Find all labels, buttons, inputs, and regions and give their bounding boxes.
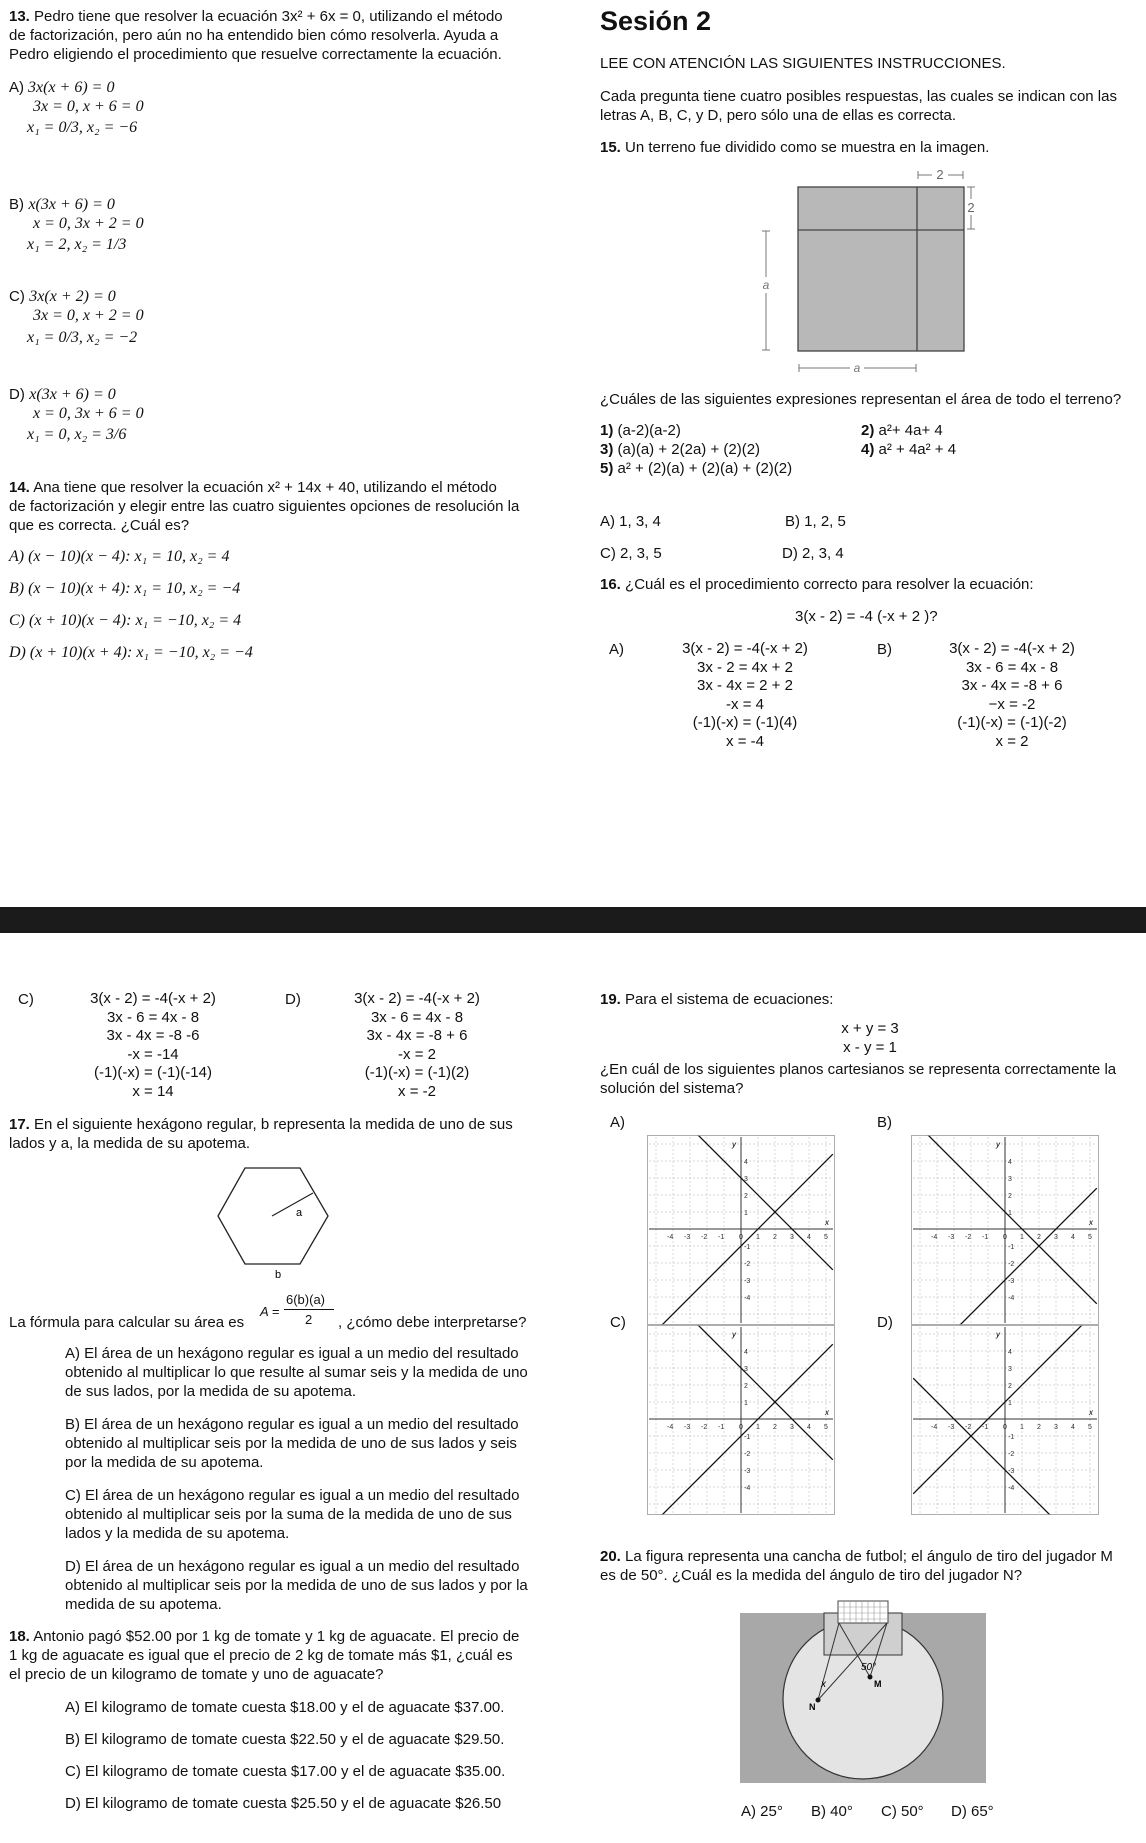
y-tick-label: 1 (744, 1400, 748, 1407)
x-tick-label: -4 (931, 1234, 938, 1241)
expr-text: a² + (2)(a) + (2)(a) + (2)(2) (617, 460, 793, 477)
y-tick-label: -3 (1008, 1468, 1015, 1475)
y-tick-label: 1 (1008, 1210, 1012, 1217)
step: (-1)(-x) = (-1)(4) (692, 714, 798, 731)
q15-expr-4 (861, 440, 956, 459)
q17-formula-prefix: La fórmula para calcular su área es (9, 1314, 245, 1331)
y-tick-label: 2 (1008, 1193, 1012, 1200)
step: 3x - 6 = 4x - 8 (370, 1008, 464, 1026)
x-axis-label: x (825, 1408, 829, 1417)
q13c-line2: 3x = 0, x + 2 = 0 (33, 307, 144, 324)
q20-answer-b: B) 40° (811, 1803, 853, 1820)
q20-number: 20. (600, 1548, 621, 1565)
y-tick-label: -3 (1008, 1278, 1015, 1285)
apothem-label: a (296, 1207, 303, 1219)
dim-left-label: a (762, 278, 770, 292)
q16-c-label: C) (18, 991, 34, 1008)
q15-expr-3 (600, 440, 760, 459)
step: 3x - 2 = 4x + 2 (697, 658, 793, 676)
y-tick-label: 1 (744, 1210, 748, 1217)
y-tick-label: 4 (744, 1159, 748, 1166)
x-tick-label: 2 (1037, 1424, 1041, 1431)
y-tick-label: 2 (1008, 1383, 1012, 1390)
y-tick-label: -4 (744, 1295, 751, 1302)
q20-line: La figura representa una cancha de futbol; el ángulo de tiro del jugador M (625, 1548, 1113, 1565)
q15-expr-1 (600, 421, 681, 440)
instructions-heading: LEE CON ATENCIÓN LAS SIGUIENTES INSTRUCCIONES. (600, 55, 1006, 72)
step: -x = 2 (398, 1045, 436, 1063)
x-tick-label: 0 (739, 1424, 743, 1431)
step: 3x - 4x = -8 + 6 (366, 1027, 468, 1044)
step: 3(x - 2) = -4(-x + 2) (90, 990, 216, 1007)
x-tick-label: 1 (756, 1234, 760, 1241)
dim-bottom-label: a (853, 361, 861, 375)
y-tick-label: -2 (1008, 1261, 1015, 1268)
x-tick-label: -4 (667, 1424, 674, 1431)
option-label: C) (9, 288, 25, 305)
q19-question-line: solución del sistema? (600, 1080, 744, 1097)
q18-intro-line: 1 kg de aguacate es igual que el precio de 2 kg de tomate más $1, ¿cuál es (9, 1647, 513, 1664)
q16-option-c (68, 990, 238, 1101)
option-line: de sus lados, por la medida de su apotema. (65, 1383, 357, 1400)
q14-number: 14. (9, 479, 30, 496)
q20-answer-d: D) 65° (951, 1803, 994, 1820)
q16-d-label: D) (285, 991, 301, 1008)
step: x = 14 (132, 1082, 174, 1100)
q13d-line1: x(3x + 6) = 0 (29, 386, 116, 403)
x-tick-label: 4 (807, 1424, 811, 1431)
y-tick-label: -1 (1008, 1244, 1015, 1251)
expr-text: a²+ 4a+ 4 (878, 422, 943, 439)
step: x = -2 (398, 1082, 436, 1100)
q15-question: ¿Cuáles de las siguientes expresiones representan el área de todo el terreno? (600, 391, 1122, 408)
q14-intro (9, 478, 569, 535)
dim-top-label: 2 (936, 167, 944, 182)
q17-option-b (65, 1415, 519, 1472)
expr-number: 2) (861, 422, 875, 439)
q13-option-d (9, 386, 144, 446)
q16-number: 16. (600, 576, 621, 593)
q15-answer-b: B) 1, 2, 5 (785, 513, 846, 530)
n-label: N (809, 1702, 816, 1712)
x-tick-label: -2 (965, 1424, 972, 1431)
x-tick-label: 1 (756, 1424, 760, 1431)
q14-intro-line: que es correcta. ¿Cuál es? (9, 517, 190, 534)
option-label: B) (9, 196, 24, 213)
y-axis-label: y (996, 1140, 1000, 1149)
q13b-line3: x₁ = 2, x₂ = 1/3 (27, 236, 127, 253)
dim-right-label: 2 (967, 200, 975, 215)
y-axis-label: y (996, 1330, 1000, 1339)
x-tick-label: -4 (667, 1234, 674, 1241)
land-square (798, 187, 964, 351)
x-tick-label: -4 (931, 1424, 938, 1431)
step: (-1)(-x) = (-1)(2) (364, 1064, 470, 1081)
y-tick-label: 2 (744, 1383, 748, 1390)
option-line: medida de su apotema. (65, 1596, 222, 1613)
step: x = -4 (726, 732, 764, 750)
expr-number: 4) (861, 441, 875, 458)
q14-option-d: D) (x + 10)(x + 4): x₁ = −10, x₂ = −4 (9, 644, 253, 661)
expr-text: (a)(a) + 2(2a) + (2)(2) (617, 441, 761, 458)
q16-text (600, 575, 1034, 594)
graph-a (647, 1135, 835, 1325)
y-tick-label: 1 (1008, 1400, 1012, 1407)
y-tick-label: 3 (744, 1176, 748, 1183)
q13a-line1: 3x(x + 6) = 0 (28, 79, 115, 96)
y-tick-label: -2 (1008, 1451, 1015, 1458)
q13d-line2: x = 0, 3x + 6 = 0 (33, 405, 144, 422)
q15-text (600, 138, 989, 157)
x-tick-label: 4 (807, 1234, 811, 1241)
step: 3x - 6 = 4x - 8 (106, 1008, 200, 1026)
x-tick-label: -3 (948, 1424, 955, 1431)
q15-answer-c: C) 2, 3, 5 (600, 545, 662, 562)
y-tick-label: 2 (744, 1193, 748, 1200)
q13b-line1: x(3x + 6) = 0 (28, 196, 115, 213)
option-line: por la medida de su apotema. (65, 1454, 264, 1471)
x-tick-label: 3 (790, 1234, 794, 1241)
q13-intro-line: de factorización, pero aún no ha entendido bien cómo resolverla. Ayuda a (9, 27, 499, 44)
q17-option-d (65, 1557, 528, 1614)
q13b-line2: x = 0, 3x + 2 = 0 (33, 215, 144, 232)
step: −x = -2 (988, 695, 1036, 713)
x-tick-label: -3 (684, 1234, 691, 1241)
graph-c-label: C) (610, 1314, 626, 1331)
graph-c (647, 1325, 835, 1515)
q13-option-a (9, 78, 144, 140)
y-tick-label: 3 (744, 1366, 748, 1373)
y-tick-label: -2 (744, 1261, 751, 1268)
x-tick-label: 5 (824, 1234, 828, 1241)
x-tick-label: 5 (824, 1424, 828, 1431)
q16-statement: ¿Cuál es el procedimiento correcto para resolver la ecuación: (625, 576, 1034, 593)
q14-intro-line: de factorización y elegir entre las cuatro siguientes opciones de resolución la (9, 498, 520, 515)
q20-answer-a: A) 25° (741, 1803, 783, 1820)
x-tick-label: 2 (773, 1234, 777, 1241)
q19-text (600, 990, 833, 1009)
q18-option-a: A) El kilogramo de tomate cuesta $18.00 y el de aguacate $37.00. (65, 1699, 505, 1716)
q19-question-line: ¿En cuál de los siguientes planos cartesianos se representa correctamente la (600, 1061, 1117, 1078)
q13a-line2: 3x = 0, x + 6 = 0 (33, 98, 144, 115)
y-tick-label: -3 (744, 1468, 751, 1475)
option-line: obtenido al multiplicar seis por la medida de uno de sus lados y seis (65, 1435, 517, 1452)
x-tick-label: 0 (1003, 1234, 1007, 1241)
q19-statement: Para el sistema de ecuaciones: (625, 991, 834, 1008)
x-tick-label: 5 (1088, 1424, 1092, 1431)
q13a-line3: x₁ = 0/3, x₂ = −6 (27, 119, 138, 136)
x-tick-label: 2 (1037, 1234, 1041, 1241)
graph-d (911, 1325, 1099, 1515)
q20-text (600, 1547, 1113, 1585)
fraction-bar (284, 1309, 334, 1310)
expr-text: a² + 4a² + 4 (878, 441, 957, 458)
x-tick-label: -1 (982, 1234, 989, 1241)
y-tick-label: -4 (1008, 1295, 1015, 1302)
page-separator-band (0, 907, 1146, 933)
option-line: D) El área de un hexágono regular es igual a un medio del resultado (65, 1558, 520, 1575)
q15-statement: Un terreno fue dividido como se muestra en la imagen. (625, 139, 990, 156)
y-tick-label: -1 (1008, 1434, 1015, 1441)
option-line: obtenido al multiplicar lo que resulte al sumar seis y la medida de uno (65, 1364, 528, 1381)
x-tick-label: -1 (982, 1424, 989, 1431)
session-title: Sesión 2 (600, 6, 712, 36)
graph-a-label: A) (610, 1114, 625, 1131)
instructions-line: letras A, B, C, y D, pero sólo una de ellas es correcta. (600, 107, 957, 124)
y-tick-label: -3 (744, 1278, 751, 1285)
y-tick-label: -4 (744, 1485, 751, 1492)
system-eq-2: x - y = 1 (843, 1038, 897, 1056)
expr-number: 1) (600, 422, 614, 439)
q14-option-a: A) (x − 10)(x − 4): x₁ = 10, x₂ = 4 (9, 548, 230, 565)
q13c-line1: 3x(x + 2) = 0 (29, 288, 116, 305)
y-tick-label: 4 (1008, 1159, 1012, 1166)
y-tick-label: -1 (744, 1434, 751, 1441)
expr-number: 5) (600, 460, 614, 477)
q20-line: es de 50°. ¿Cuál es la medida del ángulo de tiro del jugador N? (600, 1567, 1023, 1584)
x-tick-label: 4 (1071, 1234, 1075, 1241)
graph-b (911, 1135, 1099, 1325)
q18-intro (9, 1627, 519, 1684)
x-tick-label: -3 (948, 1234, 955, 1241)
q13-intro (9, 7, 569, 64)
x-tick-label: 3 (790, 1424, 794, 1431)
q14-option-b: B) (x − 10)(x + 4): x₁ = 10, x₂ = −4 (9, 580, 241, 597)
q14-intro-line: Ana tiene que resolver la ecuación x² + 14x + 40, utilizando el método (33, 479, 497, 496)
formula-a: A = (260, 1304, 280, 1319)
expr-text: (a-2)(a-2) (617, 422, 681, 439)
option-line: A) El área de un hexágono regular es igual a un medio del resultado (65, 1345, 519, 1362)
x-axis-label: x (1089, 1218, 1093, 1227)
x-tick-label: -2 (965, 1234, 972, 1241)
x-tick-label: 0 (739, 1234, 743, 1241)
player-n (816, 1698, 821, 1703)
q19-number: 19. (600, 991, 621, 1008)
q19-question (600, 1060, 1116, 1098)
step: x = 2 (995, 732, 1029, 750)
instructions-line: Cada pregunta tiene cuatro posibles respuestas, las cuales se indican con las (600, 88, 1117, 105)
x-tick-label: 5 (1088, 1234, 1092, 1241)
step: 3x - 4x = -8 + 6 (961, 677, 1063, 694)
y-axis-label: y (732, 1330, 736, 1339)
option-line: B) El área de un hexágono regular es igual a un medio del resultado (65, 1416, 519, 1433)
x-axis-label: x (1089, 1408, 1093, 1417)
q13-intro-line: Pedro eligiendo el procedimiento que resuelve correctamente la ecuación. (9, 46, 502, 63)
q19-system (810, 1020, 930, 1057)
q17-intro-line: lados y a, la medida de su apotema. (9, 1135, 250, 1152)
step: -x = 4 (726, 695, 764, 713)
graph-d-label: D) (877, 1314, 893, 1331)
x-tick-label: 3 (1054, 1424, 1058, 1431)
x-tick-label: 3 (1054, 1234, 1058, 1241)
q13-option-c (9, 288, 144, 350)
q13-option-b (9, 196, 144, 256)
option-label: A) (9, 79, 24, 96)
q14-option-c: C) (x + 10)(x − 4): x₁ = −10, x₂ = 4 (9, 612, 242, 629)
q17-intro (9, 1115, 513, 1153)
step: 3x - 4x = 2 + 2 (697, 677, 793, 694)
q16-option-d (332, 990, 502, 1101)
q13-number: 13. (9, 8, 30, 25)
q15-expr-5 (600, 459, 792, 478)
option-label: D) (9, 386, 25, 403)
q18-option-d: D) El kilogramo de tomate cuesta $25.50 y el de aguacate $26.50 (65, 1795, 502, 1812)
y-tick-label: 4 (1008, 1349, 1012, 1356)
q18-intro-line: Antonio pagó $52.00 por 1 kg de tomate y 1 kg de aguacate. El precio de (33, 1628, 520, 1645)
q17-option-a (65, 1344, 528, 1401)
q20-answer-c: C) 50° (881, 1803, 924, 1820)
step: 3(x - 2) = -4(-x + 2) (354, 990, 480, 1007)
x-tick-label: 2 (773, 1424, 777, 1431)
option-line: C) El área de un hexágono regular es igual a un medio del resultado (65, 1487, 520, 1504)
q18-option-b: B) El kilogramo de tomate cuesta $22.50 y el de aguacate $29.50. (65, 1731, 505, 1748)
q18-option-c: C) El kilogramo de tomate cuesta $17.00 y el de aguacate $35.00. (65, 1763, 506, 1780)
x-tick-label: -1 (718, 1424, 725, 1431)
y-axis-label: y (732, 1140, 736, 1149)
q17-option-c (65, 1486, 519, 1543)
q15-answer-a: A) 1, 3, 4 (600, 513, 661, 530)
q13-intro-line: Pedro tiene que resolver la ecuación 3x² + 6x = 0, utilizando el método (34, 8, 503, 25)
q15-number: 15. (600, 139, 621, 156)
step: 3x - 4x = -8 -6 (106, 1027, 200, 1044)
graph-b-label: B) (877, 1114, 892, 1131)
q16-option-a (660, 640, 830, 751)
y-tick-label: -4 (1008, 1485, 1015, 1492)
y-tick-label: 3 (1008, 1366, 1012, 1373)
option-line: obtenido al multiplicar seis por la suma de la medida de uno de sus (65, 1506, 512, 1523)
goal-net (838, 1601, 888, 1623)
angle-label: 50° (861, 1662, 877, 1673)
step: (-1)(-x) = (-1)(-2) (957, 714, 1067, 731)
x-tick-label: -3 (684, 1424, 691, 1431)
q18-number: 18. (9, 1628, 30, 1645)
x-tick-label: -1 (718, 1234, 725, 1241)
x-tick-label: -2 (701, 1234, 708, 1241)
step: 3x - 6 = 4x - 8 (965, 658, 1059, 676)
q16-equation: 3(x - 2) = -4 (-x + 2 )? (795, 608, 938, 625)
q17-hexagon-figure (210, 1160, 340, 1285)
q15-answer-d: D) 2, 3, 4 (782, 545, 844, 562)
m-label: M (874, 1679, 882, 1689)
step: 3(x - 2) = -4(-x + 2) (949, 640, 1075, 657)
q16-option-b (927, 640, 1097, 751)
q17-number: 17. (9, 1116, 30, 1133)
x-tick-label: 1 (1020, 1424, 1024, 1431)
x-tick-label: 0 (1003, 1424, 1007, 1431)
expr-number: 3) (600, 441, 614, 458)
q15-land-figure (750, 165, 990, 385)
q17-formula-suffix: , ¿cómo debe interpretarse? (338, 1314, 527, 1331)
apothem-line (272, 1193, 313, 1216)
q13d-line3: x₁ = 0, x₂ = 3/6 (27, 426, 127, 443)
x-axis-label: x (825, 1218, 829, 1227)
q14-options (9, 548, 253, 676)
x-tick-label: 1 (1020, 1234, 1024, 1241)
option-line: lados y la medida de su apotema. (65, 1525, 290, 1542)
x-label: x (821, 1679, 826, 1690)
q13c-line3: x₁ = 0/3, x₂ = −2 (27, 329, 138, 346)
step: -x = -14 (127, 1045, 179, 1063)
q18-intro-line: el precio de un kilogramo de tomate y uno de aguacate? (9, 1666, 384, 1683)
instructions-text (600, 87, 1117, 125)
x-tick-label: -2 (701, 1424, 708, 1431)
q20-soccer-field-figure (738, 1595, 988, 1785)
side-label: b (275, 1269, 282, 1281)
q16-a-label: A) (609, 641, 624, 658)
x-tick-label: 4 (1071, 1424, 1075, 1431)
formula-numerator: 6(b)(a) (286, 1292, 326, 1307)
y-tick-label: -2 (744, 1451, 751, 1458)
q17-intro-line: En el siguiente hexágono regular, b representa la medida de uno de sus (34, 1116, 513, 1133)
formula-denominator: 2 (305, 1312, 313, 1327)
step: 3(x - 2) = -4(-x + 2) (682, 640, 808, 657)
y-tick-label: -1 (744, 1244, 751, 1251)
y-tick-label: 4 (744, 1349, 748, 1356)
q15-expr-2 (861, 421, 943, 440)
y-tick-label: 3 (1008, 1176, 1012, 1183)
q16-b-label: B) (877, 641, 892, 658)
step: (-1)(-x) = (-1)(-14) (94, 1064, 212, 1081)
option-line: obtenido al multiplicar seis por la medida de uno de sus lados y por la (65, 1577, 528, 1594)
player-m (868, 1675, 873, 1680)
system-eq-1: x + y = 3 (841, 1020, 899, 1037)
